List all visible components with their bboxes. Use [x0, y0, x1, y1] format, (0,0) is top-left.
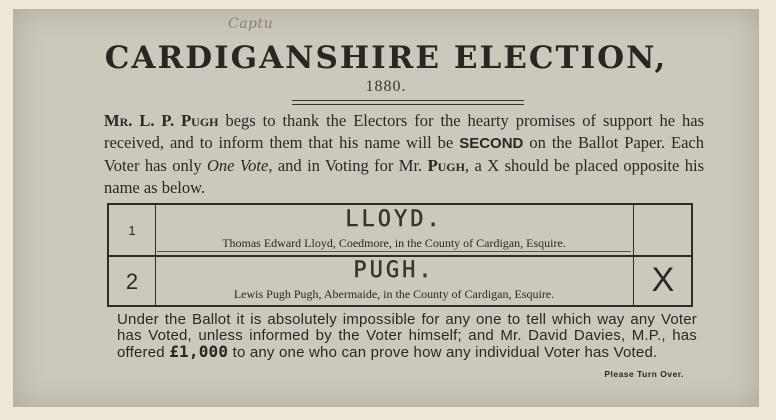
notice-text-2: on the Ballot Paper. Each Voter has only — [104, 133, 704, 175]
ballot-number: 1 — [128, 223, 136, 238]
election-handbill — [14, 10, 758, 406]
turn-over-note: Please Turn Over. — [604, 369, 684, 379]
candidate-surname: PUGH. — [353, 258, 435, 283]
handwritten-annotation: Captu — [228, 16, 274, 32]
page-title: CARDIGANSHIRE ELECTION, — [104, 40, 668, 76]
election-year: 1880. — [365, 78, 407, 95]
candidate-fullname: Lewis Pugh Pugh, Abermaide, in the County of Cardigan, Esquire. — [233, 287, 555, 301]
ballot-row — [109, 257, 691, 307]
candidate-surname: LLOYD. — [345, 207, 443, 232]
notice-text-4: , a X should be placed opposite his name as below. — [104, 156, 704, 197]
footer-text-2: to any one who can prove how any individual Voter has Voted. — [228, 344, 658, 361]
notice-text-1: begs to thank the Electors for the hearty promises of support he has received, and to inform them that his name will be — [104, 111, 704, 152]
ballot-position: SECOND — [459, 135, 524, 152]
ballot-row — [109, 205, 691, 255]
title-rule — [292, 100, 524, 105]
footer-text-1: Under the Ballot it is absolutely impossible for any one to tell which way any Voter has Voted, unless informed by the Voter himself; and Mr. David Davies, M.P., has offered — [117, 311, 697, 361]
ballot-secrecy-paragraph — [117, 312, 697, 361]
reward-amount: £1,000 — [169, 342, 229, 361]
candidate-surname: Pugh — [427, 156, 465, 175]
candidate-fullname: Thomas Edward Lloyd, Coedmore, in the County of Cardigan, Esquire. — [222, 236, 566, 250]
notice-paragraph — [104, 110, 704, 199]
candidate-name: Mr. L. P. Pugh — [104, 111, 219, 130]
row-underline — [157, 251, 631, 252]
sample-ballot — [107, 203, 693, 307]
vote-mark-x: X — [651, 261, 675, 299]
ballot-number: 2 — [125, 269, 139, 294]
notice-text-3: , and in Voting for Mr. — [268, 156, 428, 175]
one-vote-emphasis: One Vote — [207, 156, 269, 175]
